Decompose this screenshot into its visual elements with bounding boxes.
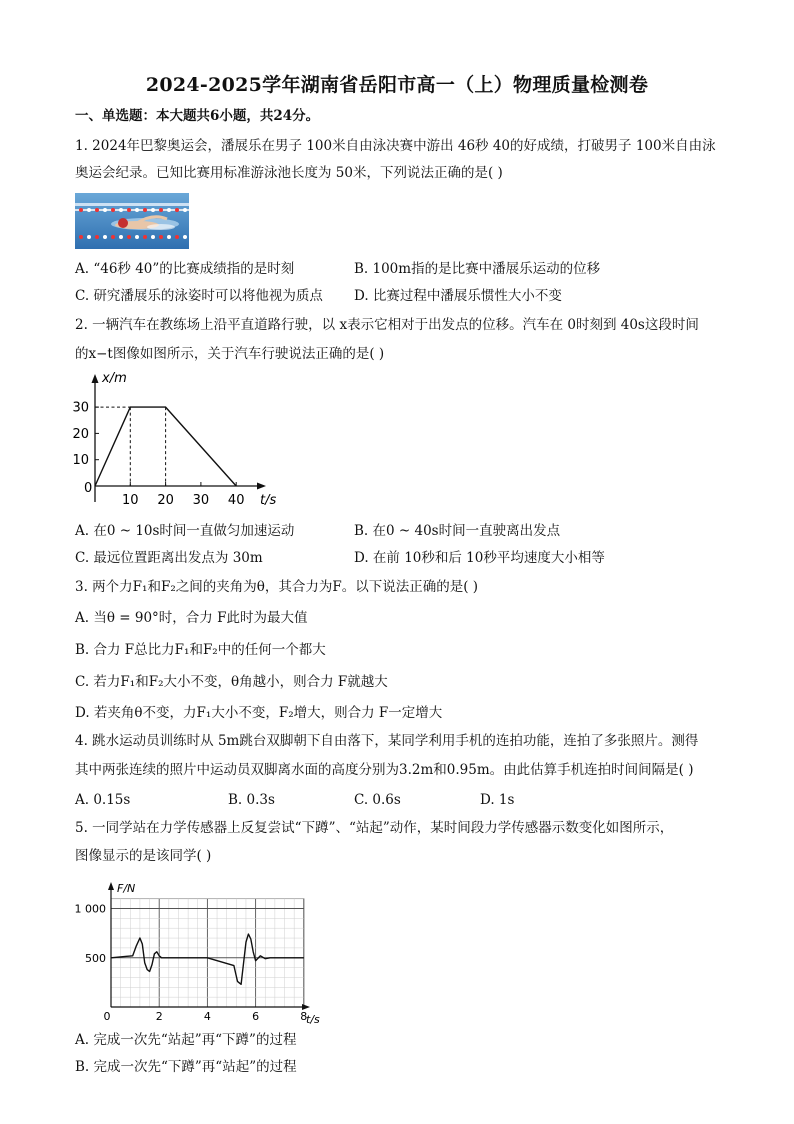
ft-x-tick-label: 0 <box>103 1010 111 1023</box>
q3-option-c: C. 若力F₁和F₂大小不变，θ角越小，则合力 F就越大 <box>75 674 388 690</box>
q2-option-a: A. 在0 ~ 10s时间一直做匀加速运动 <box>75 523 295 539</box>
q3-option-b: B. 合力 F总比力F₁和F₂中的任何一个都大 <box>75 642 326 658</box>
q4-option-c: C. 0.6s <box>354 792 401 808</box>
xt-graph <box>70 362 290 512</box>
q1-option-d: D. 比赛过程中潘展乐惯性大小不变 <box>354 288 562 304</box>
q2-option-d: D. 在前 10秒和后 10秒平均速度大小相等 <box>354 550 605 566</box>
q5-stem-line2: 图像显示的是该同学( ) <box>75 848 212 864</box>
page-title: 2024-2025学年湖南省岳阳市高一（上）物理质量检测卷 <box>145 74 649 96</box>
q2-stem-line2: 的x−t图像如图所示，关于汽车行驶说法正确的是( ) <box>75 346 385 362</box>
xt-x-tick-label: 20 <box>157 493 174 508</box>
xt-origin-label: 0 <box>84 481 93 496</box>
q1-option-b: B. 100m指的是比赛中潘展乐运动的位移 <box>354 261 601 277</box>
q2-option-c: C. 最远位置距离出发点为 30m <box>75 550 263 566</box>
xt-y-tick-label: 10 <box>72 453 89 469</box>
xt-y-label: x/m <box>102 371 127 386</box>
ft-x-tick-label: 6 <box>252 1010 260 1023</box>
q4-option-b: B. 0.3s <box>228 792 275 808</box>
xt-x-tick-label: 40 <box>227 493 245 508</box>
section-heading: 一、单选题：本大题共6小题，共24分。 <box>75 108 320 124</box>
q2-option-b: B. 在0 ~ 40s时间一直驶离出发点 <box>354 523 561 539</box>
xt-y-arrow <box>92 374 99 383</box>
ft-y-tick-label: 1 000 <box>74 902 106 916</box>
xt-x-label: t/s <box>260 493 277 508</box>
q1-stem-line1: 1. 2024年巴黎奥运会，潘展乐在男子 100米自由泳决赛中游出 46秒 40的好成绩，打破男子 100米自由泳 <box>75 138 716 154</box>
xt-x-tick-label: 30 <box>192 493 210 508</box>
ft-x-tick-label: 4 <box>203 1010 211 1023</box>
ft-x-tick-label: 8 <box>300 1010 308 1023</box>
q4-option-d: D. 1s <box>480 792 515 808</box>
q5-option-a: A. 完成一次先“站起”再“下蹲”的过程 <box>75 1032 297 1048</box>
q2-stem-line1: 2. 一辆汽车在教练场上沿平直道路行驶，以 x表示它相对于出发点的位移。汽车在 0时刻到 40s这段时间 <box>75 317 699 333</box>
q1-option-a: A. “46秒 40”的比赛成绩指的是时刻 <box>75 261 295 277</box>
ft-y-label: F/N <box>117 882 136 895</box>
q3-option-d: D. 若夹角θ不变，力F₁大小不变，F₂增大，则合力 F一定增大 <box>75 705 443 721</box>
swimmer-photo-image <box>75 193 189 249</box>
swimmer-photo <box>75 193 189 249</box>
q4-option-a: A. 0.15s <box>75 792 131 808</box>
ft-y-arrow <box>108 882 114 890</box>
q3-option-a: A. 当θ = 90°时，合力 F此时为最大值 <box>75 610 308 626</box>
q4-stem-line2: 其中两张连续的照片中运动员双脚离水面的高度分别为3.2m和0.95m。由此估算手机连拍时间间隔是( ) <box>75 762 694 778</box>
q4-stem-line1: 4. 跳水运动员训练时从 5m跳台双脚朝下自由落下，某同学利用手机的连拍功能，连拍了多张照片。测得 <box>75 733 699 749</box>
ft-x-tick-label: 2 <box>155 1010 163 1023</box>
q1-option-c: C. 研究潘展乐的泳姿时可以将他视为质点 <box>75 288 323 304</box>
xt-y-tick-label: 30 <box>72 400 89 416</box>
xt-x-tick-label: 10 <box>122 493 139 508</box>
xt-y-tick-label: 20 <box>72 426 89 442</box>
xt-x-arrow <box>257 483 266 490</box>
ft-y-tick-label: 500 <box>85 951 106 965</box>
ft-x-label: t/s <box>306 1013 320 1026</box>
q5-option-b: B. 完成一次先“下蹲”再“站起”的过程 <box>75 1059 297 1075</box>
q1-stem-line2: 奥运会纪录。已知比赛用标准游泳池长度为 50米，下列说法正确的是( ) <box>75 165 503 181</box>
q3-stem: 3. 两个力F₁和F₂之间的夹角为θ，其合力为F。以下说法正确的是( ) <box>75 579 479 595</box>
force-time-graph <box>70 876 330 1026</box>
q5-stem-line1: 5. 一同学站在力学传感器上反复尝试“下蹲”、“站起”动作，某时间段力学传感器示数变化如图所示， <box>75 820 674 836</box>
